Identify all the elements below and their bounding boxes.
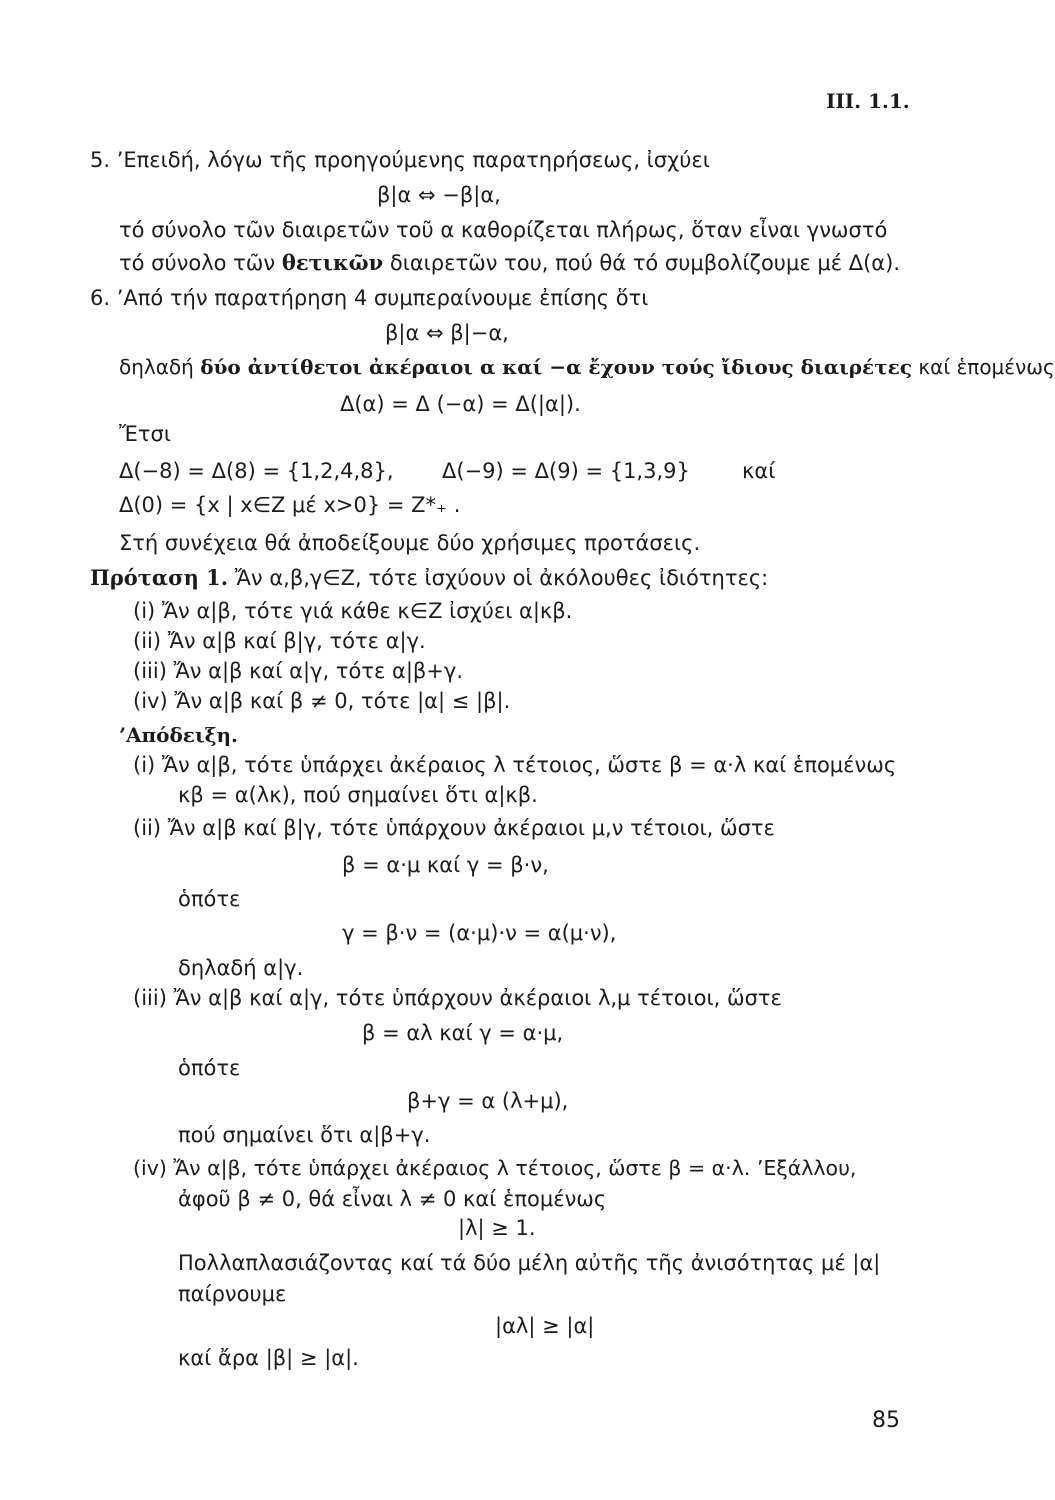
item5-emphasis: θετικῶν [281,250,384,275]
proof-iv-line2: ἀφοῦ β ≠ 0, θά εἶναι λ ≠ 0 καί ἑπομένως [178,1187,607,1211]
proof-iv-formula2: |αλ| ≥ |α| [495,1314,595,1338]
proposition-line [90,565,768,591]
item6-line2 [119,354,1055,380]
item5-line2: τό σύνολο τῶν διαιρετῶν τοῦ α καθορίζεται πλήρως, ὅταν εἶναι γνωστό [119,218,888,242]
proof-iv-formula: |λ| ≥ 1. [458,1216,536,1240]
proof-iv-line4: παίρνουμε [178,1282,287,1306]
item6-formula: β|α ⇔ β|−α, [385,321,509,345]
proof-ii-line1: (ii) Ἄν α|β καί β|γ, τότε ὑπάρχουν ἀκέραιοι μ,ν τέτοιοι, ὥστε [133,816,775,840]
item6-line2a: δηλαδή [119,355,194,379]
item6-line2c: καί ἑπομένως [918,355,1055,379]
proof-iv-line3: Πολλαπλασιάζοντας καί τά δύο μέλη αὐτῆς τῆς ἀνισότητας μέ |α| [178,1251,881,1275]
etsi-label: Ἔτσι [119,422,171,446]
example-kai: καί [742,459,776,483]
proof-iii-line1: (iii) Ἄν α|β καί α|γ, τότε ὑπάρχουν ἀκέραιοι λ,μ τέτοιοι, ὥστε [133,986,782,1010]
proof-i-line2: κβ = α(λκ), πού σημαίνει ὅτι α|κβ. [178,783,538,807]
item5-formula: β|α ⇔ −β|α, [377,183,501,207]
proof-opote-1: ὁπότε [178,887,241,911]
item5-line3 [119,250,900,276]
item5-line3a: τό σύνολο τῶν [119,251,276,275]
proposition-item-i: (i) Ἄν α|β, τότε γιά κάθε κ∈Z ἰσχύει α|κβ. [133,599,573,623]
proposition-item-iv: (iv) Ἄν α|β καί β ≠ 0, τότε |α| ≤ |β|. [133,689,511,713]
item5-line3c: διαιρετῶν του, πού θά τό συμβολίζουμε μέ Δ(α). [389,251,901,275]
proof-opote-2: ὁπότε [178,1056,241,1080]
example-d-minus8: Δ(−8) = Δ(8) = {1,2,4,8}, [119,459,394,483]
continuation-text: Στή συνέχεια θά ἀποδείξουμε δύο χρήσιμες προτάσεις. [119,531,701,555]
proof-iv-conclusion: καί ἄρα |β| ≥ |α|. [178,1346,359,1370]
section-header: III. 1.1. [826,89,910,113]
proposition-text: Ἄν α,β,γ∈Z, τότε ἰσχύουν οἱ ἀκόλουθες ἰδιότητες: [234,566,769,590]
proof-label: ’Απόδειξη. [119,723,238,747]
proof-iv-line1: (iv) Ἄν α|β, τότε ὑπάρχει ἀκέραιος λ τέτοιος, ὥστε β = α·λ. ’Εξάλλου, [133,1156,857,1180]
proof-iii-conclusion: πού σημαίνει ὅτι α|β+γ. [178,1123,431,1147]
example-d-zero: Δ(0) = {x | x∈Z μέ x>0} = Z*₊ . [119,493,461,517]
page-number: 85 [872,1408,900,1433]
proof-iii-formula2: β+γ = α (λ+μ), [407,1089,569,1113]
proof-ii-formula2: γ = β·ν = (α·μ)·ν = α(μ·ν), [342,921,617,945]
item6-formula2: Δ(α) = Δ (−α) = Δ(|α|). [340,392,581,416]
item6-emphasis: δύο ἀντίθετοι ἀκέραιοι α καί −α ἔχουν τούς ἴδιους διαιρέτες [200,355,913,379]
example-d-minus9: Δ(−9) = Δ(9) = {1,3,9} [442,459,690,483]
proof-iii-formula: β = αλ καί γ = α·μ, [362,1021,564,1045]
proposition-label: Πρόταση 1. [90,565,229,590]
proof-ii-formula: β = α·μ καί γ = β·ν, [342,853,549,877]
item5-line1: 5. ’Επειδή, λόγω τῆς προηγούμενης παρατηρήσεως, ἰσχύει [90,148,710,172]
item6-line1: 6. ’Από τήν παρατήρηση 4 συμπεραίνουμε ἐπίσης ὅτι [90,286,649,310]
proof-ii-conclusion: δηλαδή α|γ. [178,956,304,980]
proposition-item-ii: (ii) Ἄν α|β καί β|γ, τότε α|γ. [133,629,426,653]
proof-i-line1: (i) Ἄν α|β, τότε ὑπάρχει ἀκέραιος λ τέτοιος, ὥστε β = α·λ καί ἑπομένως [133,753,897,777]
proposition-item-iii: (iii) Ἄν α|β καί α|γ, τότε α|β+γ. [133,659,463,683]
